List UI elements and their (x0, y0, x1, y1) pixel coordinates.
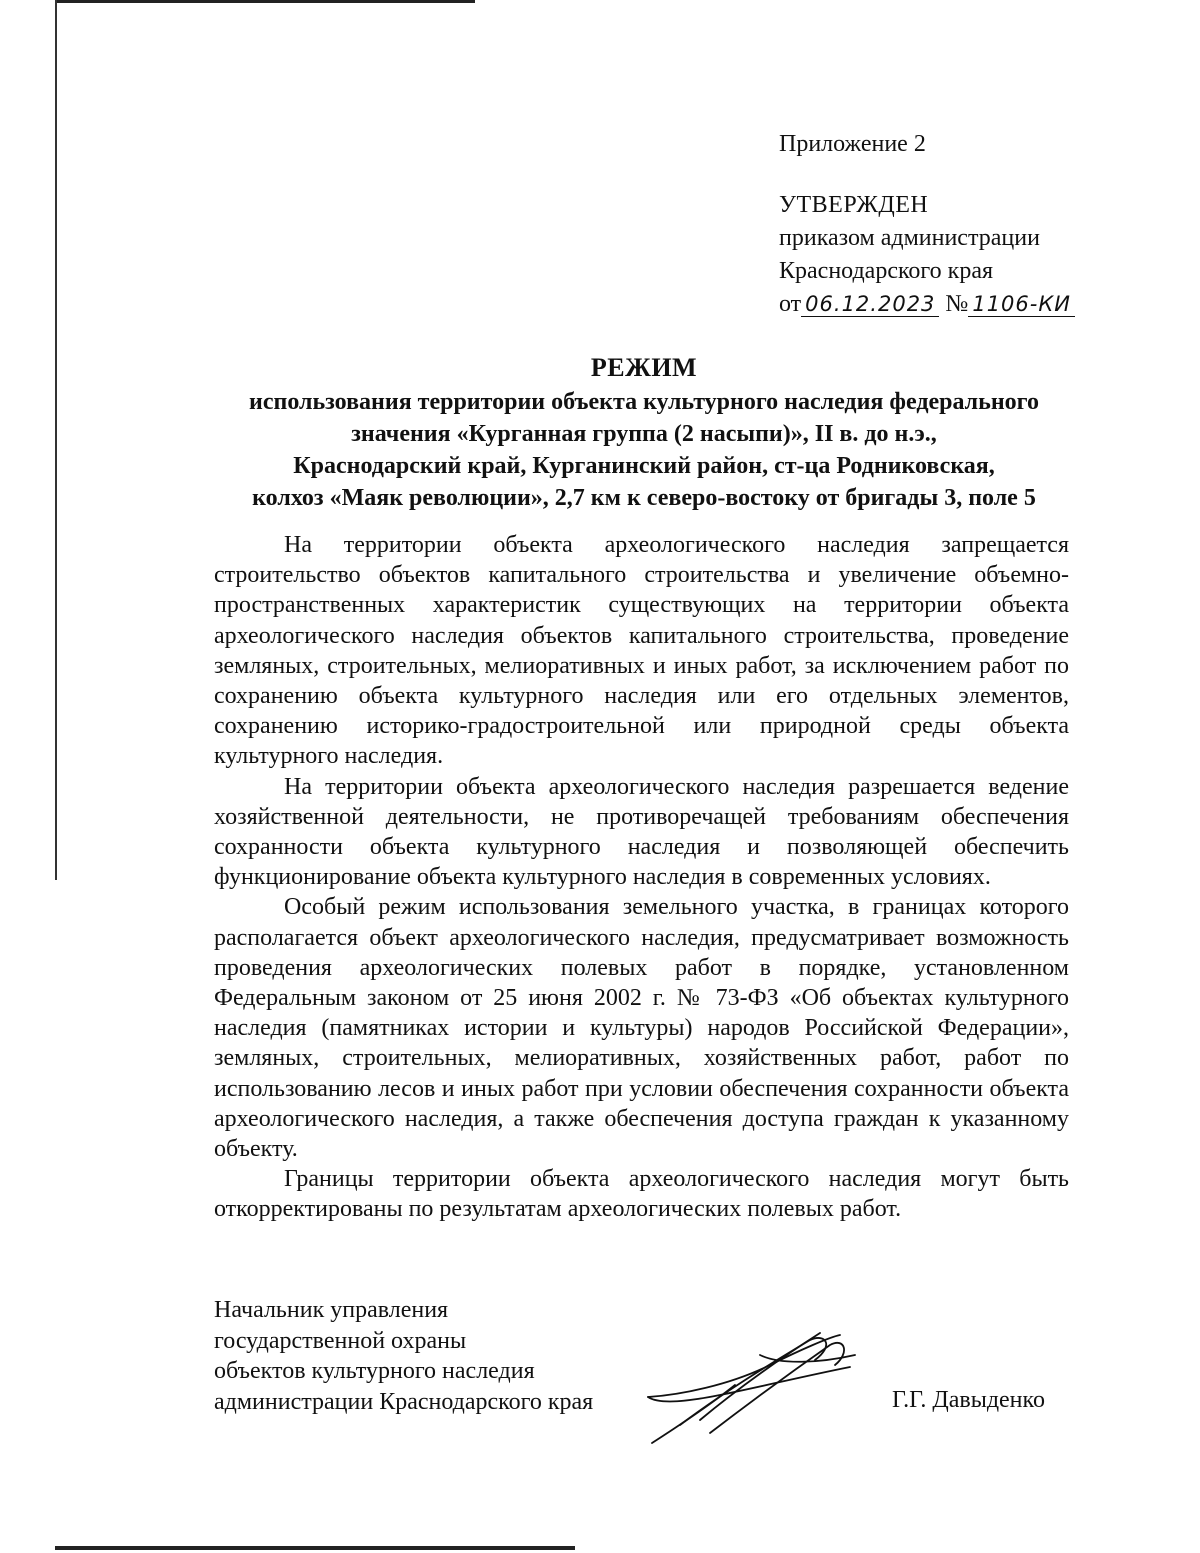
approved-heading: УТВЕРЖДЕН (779, 192, 929, 218)
signatory-name: Г.Г. Давыденко (892, 1387, 1045, 1413)
title-line-4: колхоз «Маяк революции», 2,7 км к северо-востоку от бригады 3, поле 5 (252, 485, 1036, 511)
handwritten-date: 06.12.2023 (801, 292, 939, 317)
title-line-1: использования территории объекта культурного наследия федерального (249, 389, 1039, 415)
paragraph-3: Особый режим использования земельного участка, в границах которого располагается объект археологического наследия, предусматривает возможность проведения археологических полевых работ в порядке, установленном Федеральным законом от 25 июня 2002 г. № 73-ФЗ «Об объектах культурного наследия (памятниках истории и культуры) народов Российской Федерации», земляных, строительных, мелиоративных, хозяйственных работ, работ по использованию лесов и иных работ при условии обеспечения сохранности объекта археологического наследия, а также обеспечения доступа граждан к указанному объекту. (214, 894, 1069, 1163)
date-prefix: от (779, 291, 802, 317)
paragraph-4: Границы территории объекта археологического наследия могут быть откорректированы по результатам археологических полевых работ. (214, 1166, 1069, 1223)
signatory-position (214, 1295, 593, 1417)
scan-border-bottom (55, 1546, 575, 1550)
approval-line-1: приказом администрации (779, 225, 1040, 251)
signatory-line-2: государственной охраны (214, 1327, 467, 1354)
handwritten-number: 1106-КИ (968, 292, 1075, 317)
title-main: РЕЖИМ (590, 353, 698, 382)
paragraph-1: На территории объекта археологического наследия запрещается строительство объектов капитального строительства и увеличение объемно-пространственных характеристик существующих на территории объекта археологического наследия объектов капитального строительства, проведение земляных, строительных, мелиоративных и иных работ, за исключением работ по сохранению объекта культурного наследия или его отдельных элементов, сохранению историко-градостроительной или природной среды объекта культурного наследия. (214, 532, 1069, 770)
paragraph-2: На территории объекта археологического наследия разрешается ведение хозяйственной деятельности, не противоречащей требованиям обеспечения сохранности объекта культурного наследия и позволяющей обеспечить функционирование объекта культурного наследия в современных условиях. (214, 773, 1069, 891)
document-title (210, 352, 1078, 514)
annex-label: Приложение 2 (779, 131, 926, 157)
signatory-line-3: объектов культурного наследия (214, 1358, 535, 1384)
signatory-line-4: администрации Краснодарского края (214, 1388, 594, 1415)
handwritten-signature (640, 1325, 860, 1445)
document-body (214, 530, 1069, 1225)
title-line-2: значения «Курганная группа (2 насыпи)», II в. до н.э., (351, 421, 937, 447)
scan-border-top (55, 0, 475, 3)
signatory-line-1: Начальник управления (214, 1297, 449, 1323)
approval-line-2: Краснодарского края (779, 258, 994, 284)
approval-stamp-block (779, 128, 1075, 321)
scan-border-left (55, 0, 57, 880)
title-line-3: Краснодарский край, Курганинский район, ст-ца Родниковская, (293, 453, 995, 479)
approval-date-line (779, 288, 1075, 321)
number-prefix: № (945, 291, 969, 317)
